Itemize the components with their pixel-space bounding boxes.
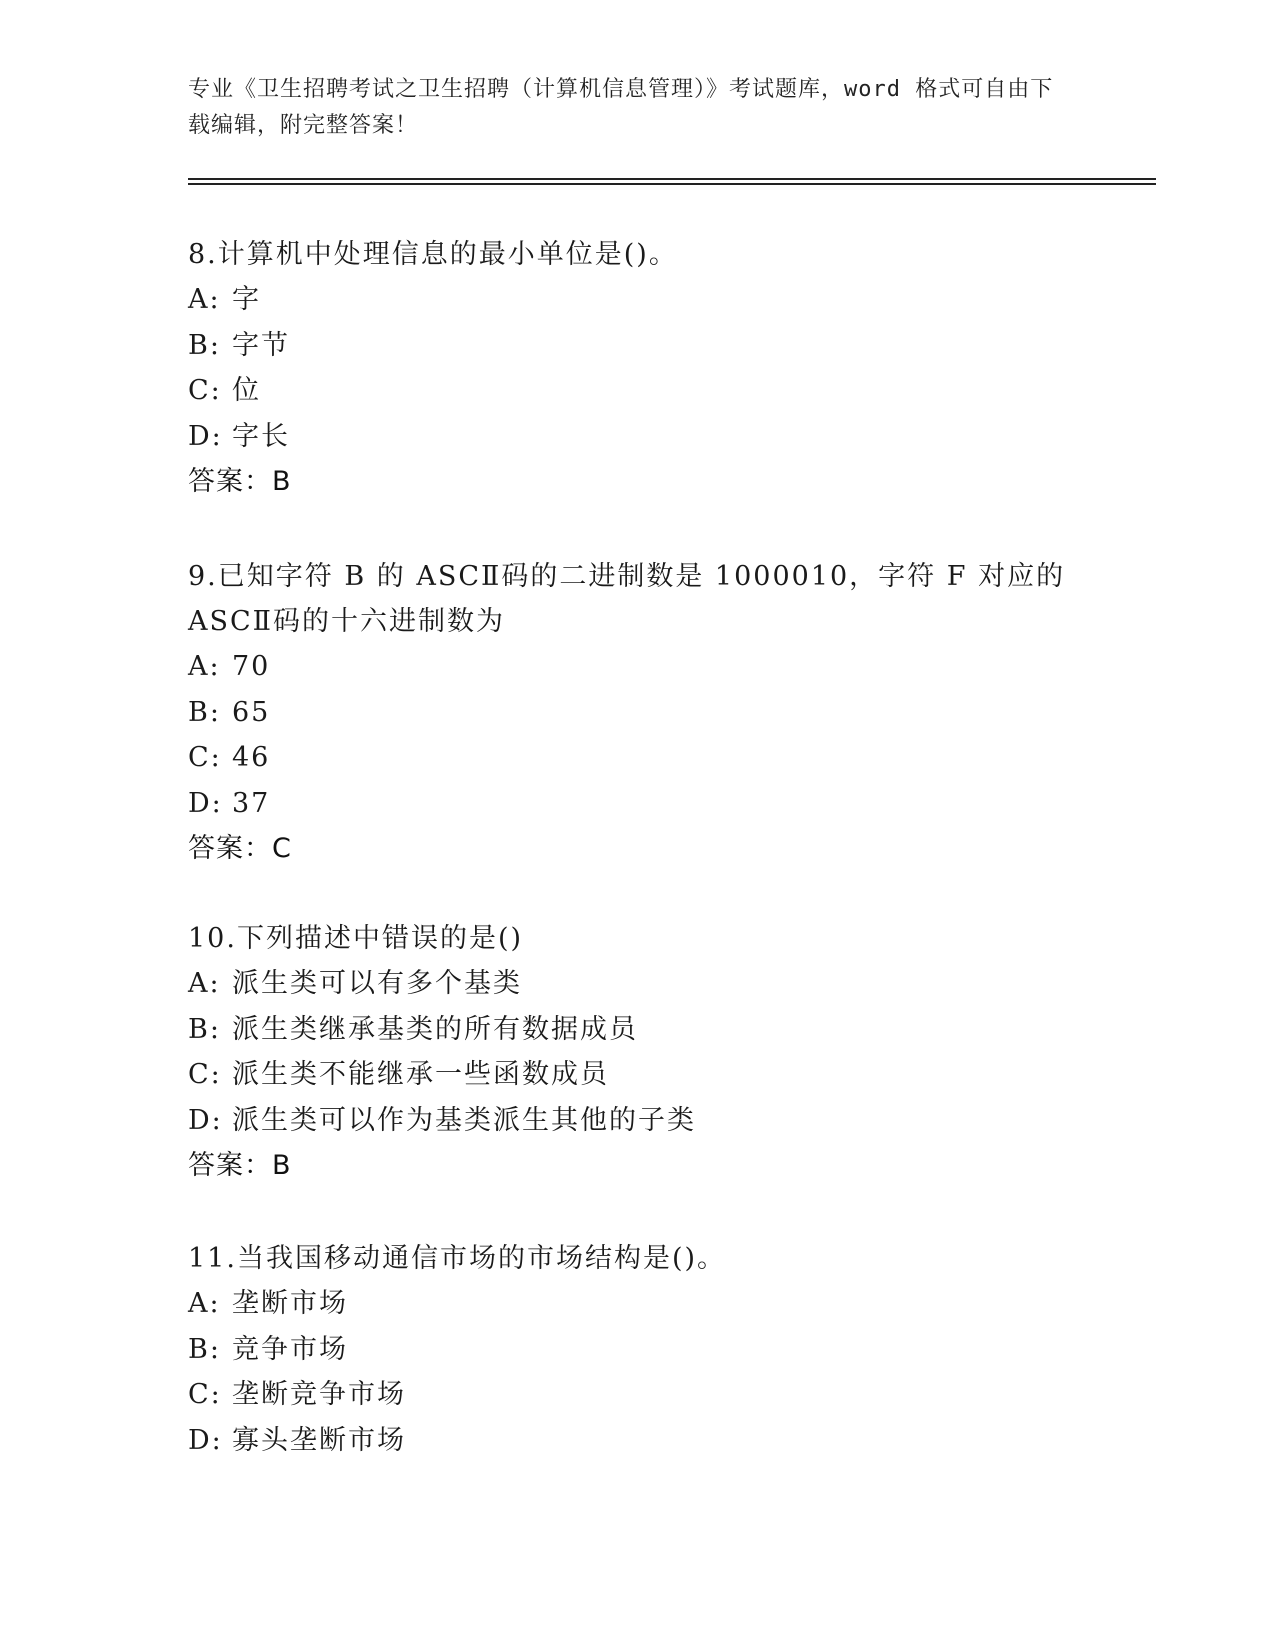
option-d <box>188 1418 1088 1464</box>
option-letter: B: <box>188 1013 221 1045</box>
option-d <box>188 414 1088 460</box>
option-text: 46 <box>232 742 271 773</box>
option-letter: A: <box>188 1288 221 1319</box>
question-10 <box>188 916 1088 1188</box>
option-text: 垄断市场 <box>232 1288 348 1319</box>
option-text: 字 <box>232 284 261 315</box>
document-intro: 专业《卫生招聘考试之卫生招聘（计算机信息管理）》考试题库，word 格式可自由下载编辑，附完整答案！ <box>188 77 1054 138</box>
option-text: 37 <box>232 787 271 819</box>
question-11 <box>188 1236 1088 1463</box>
option-letter: C: <box>188 375 222 406</box>
answer-line: 答案：B <box>188 466 292 497</box>
option-b <box>188 1327 1088 1373</box>
option-text: 派生类不能继承一些函数成员 <box>232 1059 609 1090</box>
option-b <box>188 690 1088 736</box>
option-d <box>188 1098 1088 1144</box>
option-text: 派生类继承基类的所有数据成员 <box>232 1013 638 1045</box>
option-d <box>188 781 1088 827</box>
option-text: 70 <box>232 651 271 682</box>
option-letter: D: <box>188 1104 223 1136</box>
option-letter: A: <box>188 284 221 315</box>
option-c <box>188 1372 1088 1418</box>
option-b <box>188 323 1088 369</box>
option-b <box>188 1007 1088 1053</box>
header-rule-bottom <box>188 183 1156 185</box>
option-text: 字节 <box>232 329 290 361</box>
option-letter: A: <box>188 651 221 682</box>
option-text: 垄断竞争市场 <box>232 1379 406 1410</box>
option-text: 竞争市场 <box>232 1333 348 1365</box>
option-text: 派生类可以有多个基类 <box>232 968 522 999</box>
question-stem: 10.下列描述中错误的是() <box>188 923 524 954</box>
option-letter: D: <box>188 420 223 452</box>
option-text: 派生类可以作为基类派生其他的子类 <box>232 1104 696 1136</box>
option-c <box>188 1052 1088 1098</box>
option-text: 寡头垄断市场 <box>232 1424 406 1456</box>
option-letter: B: <box>188 329 221 361</box>
option-letter: B: <box>188 1333 221 1365</box>
option-letter: C: <box>188 1059 222 1090</box>
option-letter: B: <box>188 696 221 728</box>
option-letter: A: <box>188 968 221 999</box>
option-letter: D: <box>188 787 223 819</box>
option-c <box>188 368 1088 414</box>
option-a <box>188 277 1088 323</box>
answer-line: 答案：C <box>188 833 292 864</box>
option-text: 字长 <box>232 420 290 452</box>
option-text: 65 <box>232 696 271 728</box>
option-letter: C: <box>188 742 222 773</box>
question-9 <box>188 554 1088 871</box>
option-a <box>188 1281 1088 1327</box>
question-stem: 8.计算机中处理信息的最小单位是()。 <box>188 239 678 270</box>
header-rule-top <box>188 178 1156 180</box>
option-letter: D: <box>188 1424 223 1456</box>
option-letter: C: <box>188 1379 222 1410</box>
option-a <box>188 644 1088 690</box>
option-text: 位 <box>232 375 261 406</box>
option-c <box>188 735 1088 781</box>
answer-line: 答案：B <box>188 1150 292 1181</box>
question-8 <box>188 232 1088 504</box>
option-a <box>188 961 1088 1007</box>
question-stem: 11.当我国移动通信市场的市场结构是()。 <box>188 1243 727 1274</box>
question-stem: 9.已知字符 B 的 ASCⅡ码的二进制数是 1000010，字符 F 对应的 ASCⅡ码的十六进制数为 <box>188 561 1066 637</box>
